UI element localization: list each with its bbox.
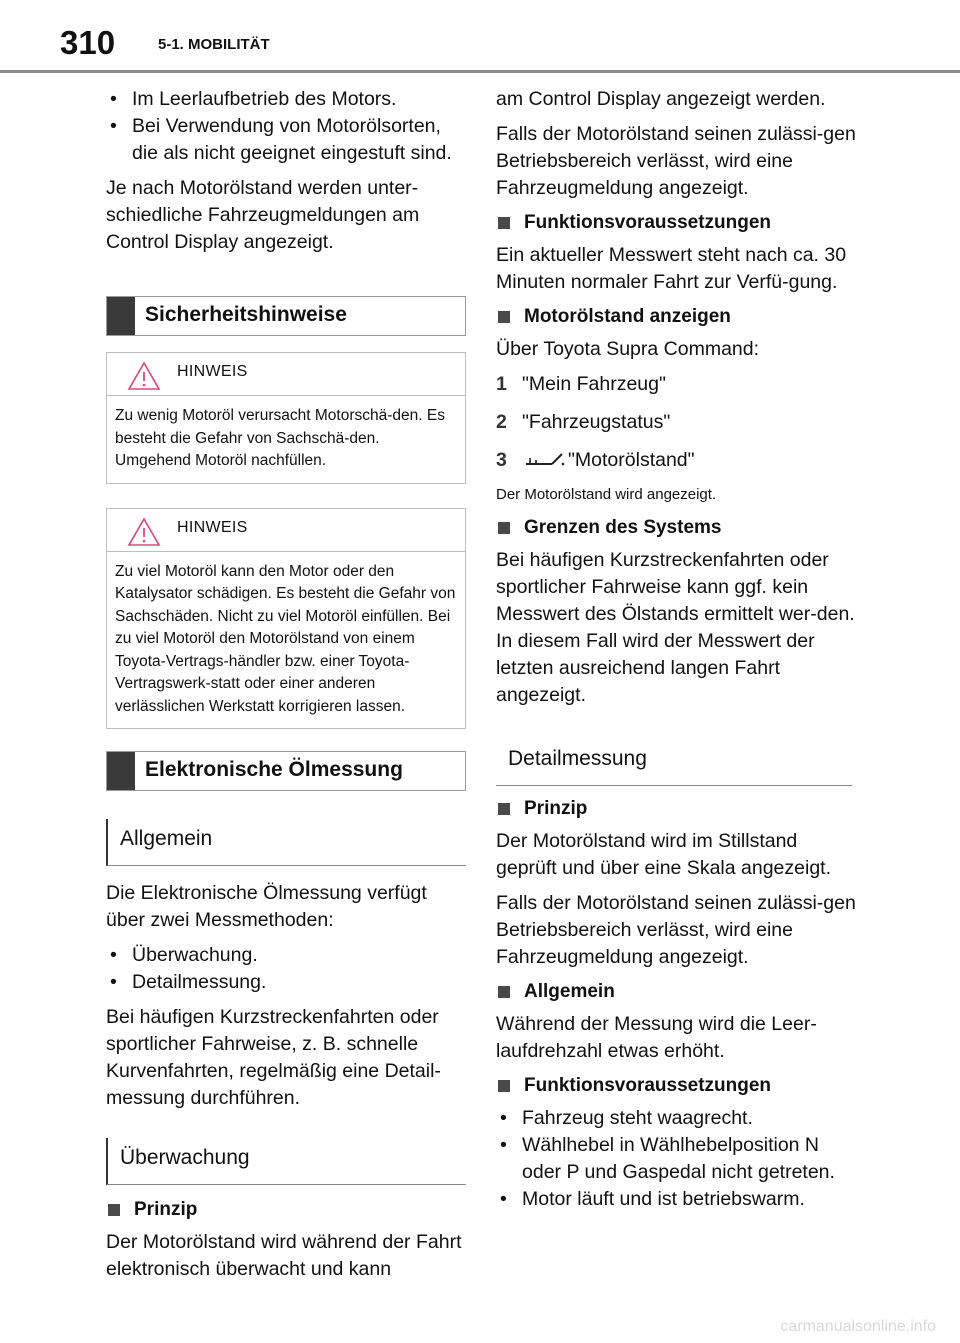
notice-header	[107, 509, 465, 552]
detail-general-text: Während der Messung wird die Leer-laufdrehzahl etwas erhöht.	[496, 1013, 817, 1062]
step-number: 3	[496, 449, 507, 471]
mini-heading-label: Allgemein	[524, 981, 615, 1002]
notice-box	[106, 508, 466, 730]
square-bullet-icon	[498, 803, 510, 815]
chapter-title: 5-1. MOBILITÄT	[158, 36, 270, 53]
intro-bullets	[106, 86, 466, 167]
elec-section-header	[106, 751, 466, 791]
limits-heading	[496, 515, 856, 541]
square-bullet-icon	[498, 311, 510, 323]
requirements-text: Ein aktueller Messwert steht nach ca. 30 Minuten normaler Fahrt zur Verfü-gung.	[496, 244, 847, 293]
section-title: Elektronische Ölmessung	[145, 758, 403, 781]
section-bar	[107, 752, 135, 790]
mini-heading-label: Prinzip	[134, 1199, 198, 1220]
mini-heading-label: Funktionsvoraussetzungen	[524, 1075, 772, 1096]
footer-watermark: carmanualsonline.info	[780, 1318, 936, 1335]
warning-icon	[127, 361, 161, 391]
detail-general-heading	[496, 979, 856, 1005]
step-1	[496, 371, 856, 398]
step-2	[496, 409, 856, 436]
list-item: • Fahrzeug steht waagrecht.	[496, 1105, 856, 1132]
detail-principle-text: Der Motorölstand wird im Stillstand geprüft und über eine Skala angezeigt.	[496, 830, 831, 879]
step-number: 2	[496, 411, 507, 433]
warning-icon	[127, 517, 161, 547]
requirements-heading	[496, 210, 856, 236]
header-divider	[0, 70, 960, 73]
notice-header	[107, 353, 465, 396]
notice-text: Zu wenig Motoröl verursacht Motorschä-den. Es besteht die Gefahr von Sachschä-den. Umgehend Motoröl nachfüllen.	[115, 407, 445, 469]
show-level-heading	[496, 304, 856, 330]
page-number: 310	[60, 24, 116, 61]
principle-text: Der Motorölstand wird während der Fahrt elektronisch überwacht und kann	[106, 1231, 462, 1280]
list-item: • Wählhebel in Wählhebelposition N oder P und Gaspedal nicht getreten.	[496, 1132, 856, 1186]
list-item: • Im Leerlaufbetrieb des Motors.	[106, 86, 466, 113]
square-bullet-icon	[108, 1204, 120, 1216]
mini-heading-label: Motorölstand anzeigen	[524, 306, 731, 327]
principle-heading	[106, 1197, 466, 1223]
mini-heading-label: Grenzen des Systems	[524, 517, 722, 538]
step-text: "Fahrzeugstatus"	[522, 411, 671, 433]
list-item: • Motor läuft und ist betriebswarm.	[496, 1186, 856, 1213]
page-header	[0, 0, 960, 76]
list-item: • Bei Verwendung von Motorölsorten, die als nicht geeignet eingestuft sind.	[106, 113, 466, 167]
monitor-subheading	[106, 1138, 466, 1185]
detail-requirements-heading	[496, 1073, 856, 1099]
step-note: Der Motorölstand wird angezeigt.	[496, 486, 717, 503]
continued-text: am Control Display angezeigt werden.	[496, 88, 826, 110]
step-text: "Motorölstand"	[568, 449, 695, 471]
square-bullet-icon	[498, 522, 510, 534]
step-text: "Mein Fahrzeug"	[522, 373, 666, 395]
general-subheading	[106, 819, 466, 866]
oil-dipstick-icon	[522, 450, 566, 472]
detail-principle-heading	[496, 796, 856, 822]
safety-section-header	[106, 296, 466, 336]
detail-subheading	[496, 739, 852, 786]
square-bullet-icon	[498, 217, 510, 229]
intro-text: Je nach Motorölstand werden unter-schiedliche Fahrzeugmeldungen am Control Display angezeigt.	[106, 177, 420, 253]
left-column	[106, 86, 466, 1291]
square-bullet-icon	[498, 986, 510, 998]
notice-text: Zu viel Motoröl kann den Motor oder den Katalysator schädigen. Es besteht die Gefahr von Sachschäden. Nicht zu viel Motoröl einfüllen. Bei zu viel Motoröl den Motorölstand von einem Toyota-Vertrags-händler bzw. einer Toyota-Vertragswerk-statt oder einer anderen verlässlichen Werkstatt korrigieren lassen.	[115, 562, 456, 715]
general-bullets	[106, 942, 466, 996]
mini-heading-label: Prinzip	[524, 798, 588, 819]
limits-text: Bei häufigen Kurzstreckenfahrten oder sportlicher Fahrweise kann ggf. kein Messwert des Ölstands ermittelt wer-den. In diesem Fall wird der Messwert der letzten ausreichend langen Fahrt angezeigt.	[496, 549, 855, 706]
step-3	[496, 447, 856, 474]
list-item: • Überwachung.	[106, 942, 466, 969]
mini-heading-label: Funktionsvoraussetzungen	[524, 212, 772, 233]
show-level-text: Über Toyota Supra Command:	[496, 338, 760, 360]
notice-box	[106, 352, 466, 484]
general-text-2: Bei häufigen Kurzstreckenfahrten oder sportlicher Fahrweise, z. B. schnelle Kurvenfahrten, regelmäßig eine Detail-messung durchführen.	[106, 1006, 441, 1109]
detail-requirements-bullets	[496, 1105, 856, 1213]
general-text: Die Elektronische Ölmessung verfügt über zwei Messmethoden:	[106, 882, 427, 931]
notice-label: HINWEIS	[177, 363, 248, 380]
subheading-label: Detailmessung	[508, 747, 647, 770]
list-item: • Detailmessung.	[106, 969, 466, 996]
step-number: 1	[496, 373, 507, 395]
continued-text-2: Falls der Motorölstand seinen zulässi-gen Betriebsbereich verlässt, wird eine Fahrzeugmeldung angezeigt.	[496, 123, 856, 199]
section-title: Sicherheitshinweise	[145, 303, 347, 326]
detail-principle-text-2: Falls der Motorölstand seinen zulässi-gen Betriebsbereich verlässt, wird eine Fahrzeugmeldung angezeigt.	[496, 892, 856, 968]
subheading-label: Überwachung	[120, 1146, 250, 1169]
subheading-label: Allgemein	[120, 827, 213, 850]
section-bar	[107, 297, 135, 335]
square-bullet-icon	[498, 1080, 510, 1092]
notice-label: HINWEIS	[177, 518, 248, 536]
right-column	[496, 86, 856, 1221]
